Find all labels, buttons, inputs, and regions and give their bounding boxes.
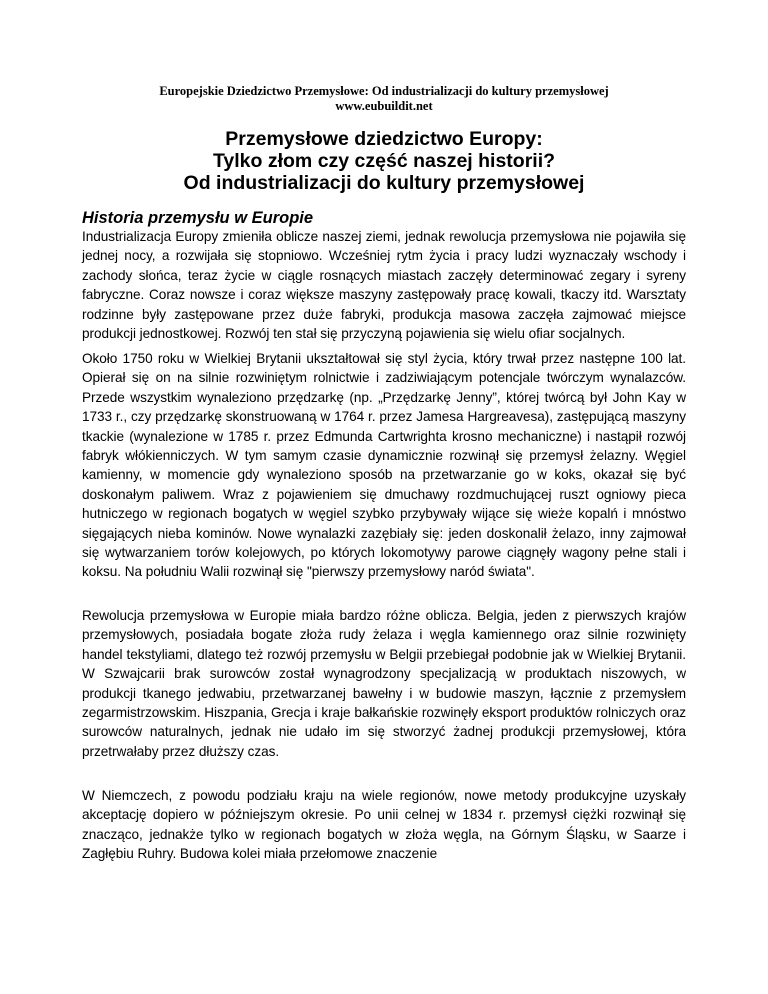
document-title: [60, 128, 708, 194]
header-title: Europejskie Dziedzictwo Przemysłowe: Od industrializacji do kultury przemysłowej: [159, 84, 609, 98]
paragraph-2: Około 1750 roku w Wielkiej Brytanii ukształtował się styl życia, który trwał przez następne 100 lat. Opierał się on na silnie rozwiniętym rolnictwie i zadziwiającym potencjale twórczym wynalazców. Przede wszystkim wynaleziono przędzarkę (np. „Przędzarkę Jenny”, której twórcą był John Kay w 1733 r., czy przędzarkę skonstruowaną w 1764 r. przez Jamesa Hargreavesa), zastępującą maszyny tkackie (wynalezione w 1785 r. przez Edmunda Cartwrighta krosno mechaniczne) i nastąpił rozwój fabryk włókienniczych. W tym samym czasie dynamicznie rozwinął się przemysł żelazny. Węgiel kamienny, w momencie gdy wynaleziono sposób na przetwarzanie go w koks, okazał się być doskonałym paliwem. Wraz z pojawieniem się dmuchawy rozdmuchującej ruszt ogniowy pieca hutniczego w regionach bogatych w węgiel szybko przybywały wijące się wieże kopalń i mnóstwo sięgających nieba kominów. Nowe wynalazki zazębiały się: jeden doskonalił żelazo, inny zajmował się wytwarzaniem torów kolejowych, po których lokomotywy parowe ciągnęły wagony pełne stali i koksu. Na południu Walii rozwinął się "pierwszy przemysłowy naród świata".: [82, 351, 686, 580]
document-header: [60, 84, 708, 114]
title-line-3: Od industrializacji do kultury przemysłowej: [183, 172, 585, 194]
title-line-1: Przemysłowe dziedzictwo Europy:: [225, 128, 543, 150]
header-website: www.eubuildit.net: [335, 99, 433, 113]
title-line-2: Tylko złom czy część naszej historii?: [212, 150, 556, 172]
paragraph-3: Rewolucja przemysłowa w Europie miała bardzo różne oblicza. Belgia, jeden z pierwszych krajów przemysłowych, posiadała bogate złoża rudy żelaza i węgla kamiennego oraz silnie rozwinięty handel tekstyliami, dlatego też rozwój przemysłu w Belgii przebiegał podobnie jak w Wielkiej Brytanii. W Szwajcarii brak surowców został wynagrodzony specjalizacją w produktach niszowych, w produkcji tkanego jedwabiu, przetwarzanej bawełny i w budowie maszyn, łącznie z przemysłem zegarmistrzowskim. Hiszpania, Grecja i kraje bałkańskie rozwinęły eksport produktów rolniczych oraz surowców naturalnych, jednak nie udało im się stworzyć żadnej produkcji przemysłowej, która przetrwałaby przez dłuższy czas.: [82, 608, 686, 759]
paragraph-4: W Niemczech, z powodu podziału kraju na wiele regionów, nowe metody produkcyjne uzyskały akceptację dopiero w późniejszym okresie. Po unii celnej w 1834 r. przemysł ciężki rozwinął się znacząco, jednakże tylko w regionach bogatych w złoża węgla, na Górnym Śląsku, w Saarze i Zagłębiu Ruhry. Budowa kolei miała przełomowe znaczenie: [82, 788, 686, 862]
paragraph-1: Industrializacja Europy zmieniła oblicze naszej ziemi, jednak rewolucja przemysłowa nie pojawiła się jednej nocy, a rozwijała się stopniowo. Wcześniej rytm życia i pracy ludzi wyznaczały wschody i zachody słońca, teraz życie w ciągle rosnących miastach zaczęły determinować zegary i syreny fabryczne. Coraz nowsze i coraz większe maszyny zastępowały pracę kowali, tkaczy itd. Warsztaty rodzinne były zastępowane przez duże fabryki, produkcja masowa zaczęła zajmować miejsce produkcji jednostkowej. Rozwój ten stał się przyczyną pojawienia się wielu ofiar socjalnych.: [82, 229, 686, 342]
section-heading: Historia przemysłu w Europie: [82, 209, 314, 227]
